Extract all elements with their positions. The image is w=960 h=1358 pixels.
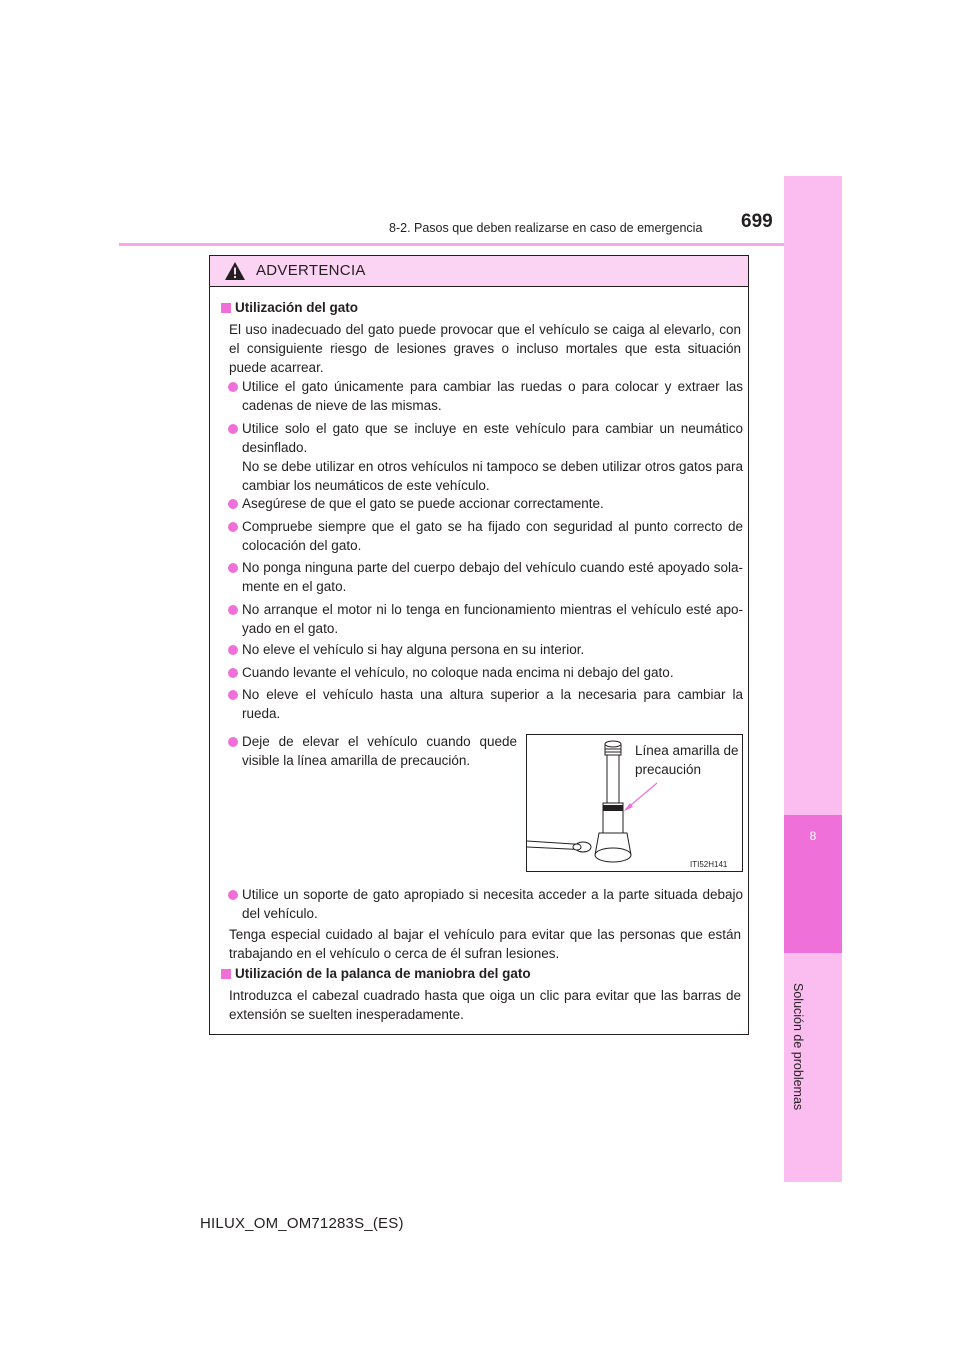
- manual-code: HILUX_OM_OM71283S_(ES): [200, 1215, 404, 1232]
- section-title: 8-2. Pasos que deben realizarse en caso de emergencia: [389, 221, 703, 235]
- chapter-title: Solución de problemas: [791, 983, 805, 1111]
- bullet-text: Utilice un soporte de gato apropiado si necesita acceder a la parte situada debajo del vehículo.: [242, 887, 743, 921]
- bullet-text: Asegúrese de que el gato se puede accionar correctamente.: [242, 496, 604, 511]
- warning-triangle-icon: [224, 261, 246, 281]
- bullet-text-extra: No se debe utilizar en otros vehículos ni tampoco se deben utilizar otros gatos para cambiar los neumáticos de este vehículo.: [242, 459, 743, 493]
- bullet-dot: [228, 668, 238, 678]
- bullet-text: No eleve el vehículo hasta una altura superior a la necesaria para cambiar la rueda.: [242, 687, 743, 721]
- figure-code: ITI52H141: [690, 860, 728, 869]
- section-text: Introduzca el cabezal cuadrado hasta que oiga un clic para evitar que las barras de extensión se suelten inesperadamente.: [229, 988, 741, 1022]
- bullet-dot: [228, 382, 238, 392]
- bullet-text: No eleve el vehículo si hay alguna persona en su interior.: [242, 642, 585, 657]
- header-rule: [119, 243, 784, 246]
- jack-illustration: [526, 734, 743, 872]
- bullet-dot: [228, 563, 238, 573]
- page-number: 699: [741, 211, 773, 232]
- bullet-dot: [228, 690, 238, 700]
- section-intro: El uso inadecuado del gato puede provocar que el vehículo se caiga al elevarlo, con el consiguiente riesgo de lesiones graves o incluso mortales que esta situación puede acarrear.: [229, 322, 741, 375]
- bullet-dot: [228, 522, 238, 532]
- bullet-dot: [228, 605, 238, 615]
- bullet-text: Cuando levante el vehículo, no coloque nada encima ni debajo del gato.: [242, 665, 674, 680]
- bullet-dot: [228, 737, 238, 747]
- section-heading: Utilización del gato: [235, 300, 359, 315]
- warning-header: [210, 256, 748, 287]
- figure-label: Línea amarilla de precaución: [635, 743, 739, 777]
- warning-title: ADVERTENCIA: [256, 262, 366, 279]
- section-closing: Tenga especial cuidado al bajar el vehículo para evitar que las personas que están trabajando en el vehículo o cerca de él sufran lesiones.: [229, 927, 741, 961]
- warning-box: [209, 255, 749, 1035]
- bullet-text: No ponga ninguna parte del cuerpo debajo del vehículo cuando esté apoyado sola-mente en el gato.: [242, 560, 743, 594]
- bullet-dot: [228, 499, 238, 509]
- bullet-dot: [228, 890, 238, 900]
- bullet-text: Compruebe siempre que el gato se ha fijado con seguridad al punto correcto de colocación del gato.: [242, 519, 743, 553]
- bullet-text: Deje de elevar el vehículo cuando quede visible la línea amarilla de precaución.: [242, 734, 517, 768]
- bullet-text: Utilice el gato únicamente para cambiar las ruedas o para colocar y extraer las cadenas de nieve de las mismas.: [242, 379, 743, 413]
- bullet-dot: [228, 424, 238, 434]
- section-square-bullet: [221, 969, 231, 979]
- chapter-number: 8: [809, 829, 817, 843]
- bullet-text: Utilice solo el gato que se incluye en este vehículo para cambiar un neumático desinflado.: [242, 421, 743, 455]
- bullet-dot: [228, 645, 238, 655]
- section-heading: Utilización de la palanca de maniobra del gato: [235, 966, 531, 981]
- bullet-text: No arranque el motor ni lo tenga en funcionamiento mientras el vehículo esté apo-yado en el gato.: [242, 602, 743, 636]
- section-square-bullet: [221, 303, 231, 313]
